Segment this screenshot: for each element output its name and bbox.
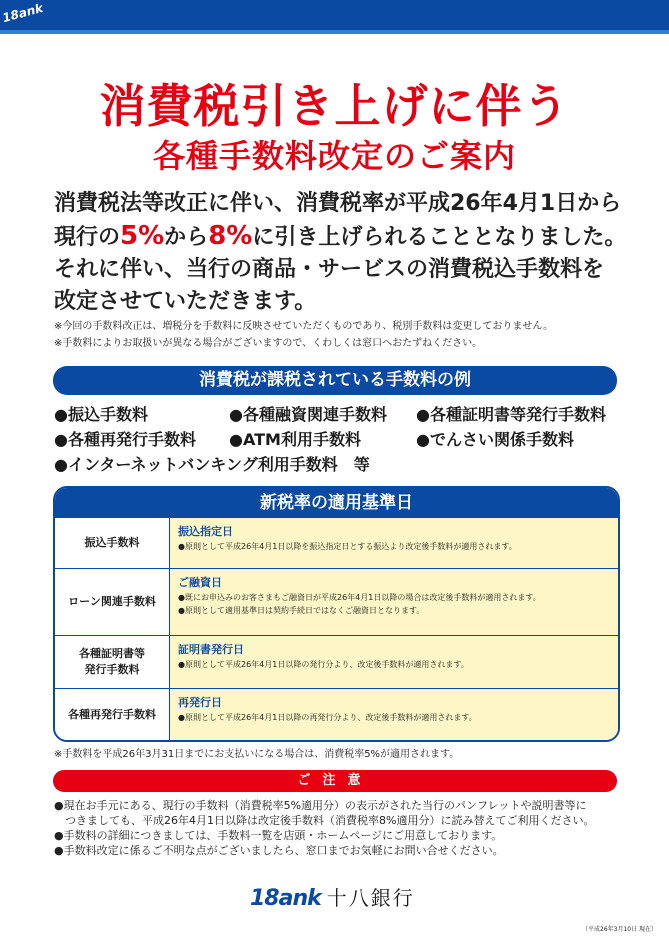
old-rate: 5% (120, 221, 165, 251)
fee-item: ●各種証明書等発行手数料 (416, 405, 606, 424)
row-label: 各種証明書等 発行手数料 (55, 636, 170, 688)
table-row (55, 569, 618, 635)
note-item: ※今回の手数料改正は、増税分を手数料に反映させていただくものであり、税別手数料は変更しておりません。 (54, 321, 553, 332)
row-line: ●原則として平成26年4月1日以降を振込指定日とする振込より改定後手数料が適用されます。 (178, 542, 517, 551)
table-row (55, 636, 618, 688)
fee-item: ●ATM利用手数料 (229, 430, 361, 449)
caution-item-cont: つきましても、平成26年4月1日以降は改定後手数料（消費税率8%適用分）に読み替えてご利用ください。 (65, 814, 595, 827)
row-title: 証明書発行日 (178, 643, 244, 656)
caution-item: ●手数料改定に係るご不明な点がございましたら、窓口までお気軽にお問い合せください。 (54, 844, 504, 857)
main-title: 消費税引き上げに伴う (99, 79, 570, 133)
row-title: 再発行日 (178, 696, 222, 709)
row-content (170, 518, 618, 568)
fee-item: ●インターネットバンキング利用手数料 等 (54, 455, 370, 474)
corner-logo: 18ank (0, 0, 45, 26)
bank-logo (250, 882, 415, 912)
standard-date-table (53, 486, 620, 742)
fee-item: ●振込手数料 (54, 405, 148, 424)
tax-note: ※手数料を平成26年3月31日までにお支払いになる場合は、消費税率5%が適用されます。 (54, 749, 460, 760)
fee-item: ●でんさい関係手数料 (416, 430, 574, 449)
row-label: 振込手数料 (55, 518, 170, 568)
bank-name: 十八銀行 (326, 886, 415, 910)
row-title: ご融資日 (178, 576, 222, 589)
row-label: ローン関連手数料 (55, 569, 170, 635)
row-line: ●原則として平成26年4月1日以降の再発行分より、改定後手数料が適用されます。 (178, 713, 477, 722)
as-of-date: （平成26年3月10日 現在） (582, 926, 657, 933)
top-band (0, 0, 669, 34)
row-title: 振込指定日 (178, 525, 233, 538)
caution-item: ●手数料の詳細につきましては、手数料一覧を店頭・ホームページにご用意しております。 (54, 829, 503, 842)
table-row (55, 689, 618, 740)
intro-line-2: 現行の5%から8%に引き上げられることとなりました。 (54, 221, 627, 251)
row-content (170, 569, 618, 635)
fee-examples-heading: 消費税が課税されている手数料の例 (53, 366, 617, 395)
intro-line-1: 消費税法等改正に伴い、消費税率が平成26年4月1日から (54, 191, 622, 216)
caution-heading: ご注意 (53, 770, 617, 792)
row-line: ●原則として適用基準日は契約手続日ではなくご融資日となります。 (178, 606, 425, 615)
intro-text (54, 188, 654, 318)
row-label: 各種再発行手数料 (55, 689, 170, 740)
bank-logo-mark: 18ank (250, 886, 321, 911)
row-content (170, 636, 618, 688)
standard-date-heading: 新税率の適用基準日 (55, 488, 618, 518)
fee-item: ●各種融資関連手数料 (229, 405, 387, 424)
caution-item: ●現在お手元にある、現行の手数料（消費税率5%適用分）の表示がされた当行のパンフレットや説明書等に (54, 799, 587, 812)
intro-line-4: 改定させていただきます。 (54, 289, 317, 314)
row-line: ●既にお申込みのお客さまもご融資日が平成26年4月1日以降の場合は改定後手数料が適用されます。 (178, 593, 541, 602)
new-rate: 8% (208, 221, 253, 251)
note-item: ※手数料によりお取扱いが異なる場合がございますので、くわしくは窓口へおたずねください。 (54, 338, 483, 349)
row-content (170, 689, 618, 740)
caution-list (54, 798, 654, 858)
intro-line-3: それに伴い、当行の商品・サービスの消費税込手数料を (54, 257, 605, 282)
sub-title: 各種手数料改定のご案内 (152, 137, 516, 175)
table-row (55, 518, 618, 568)
fee-item: ●各種再発行手数料 (54, 430, 196, 449)
notes (54, 318, 654, 352)
row-line: ●原則として平成26年4月1日以降の発行分より、改定後手数料が適用されます。 (178, 660, 469, 669)
